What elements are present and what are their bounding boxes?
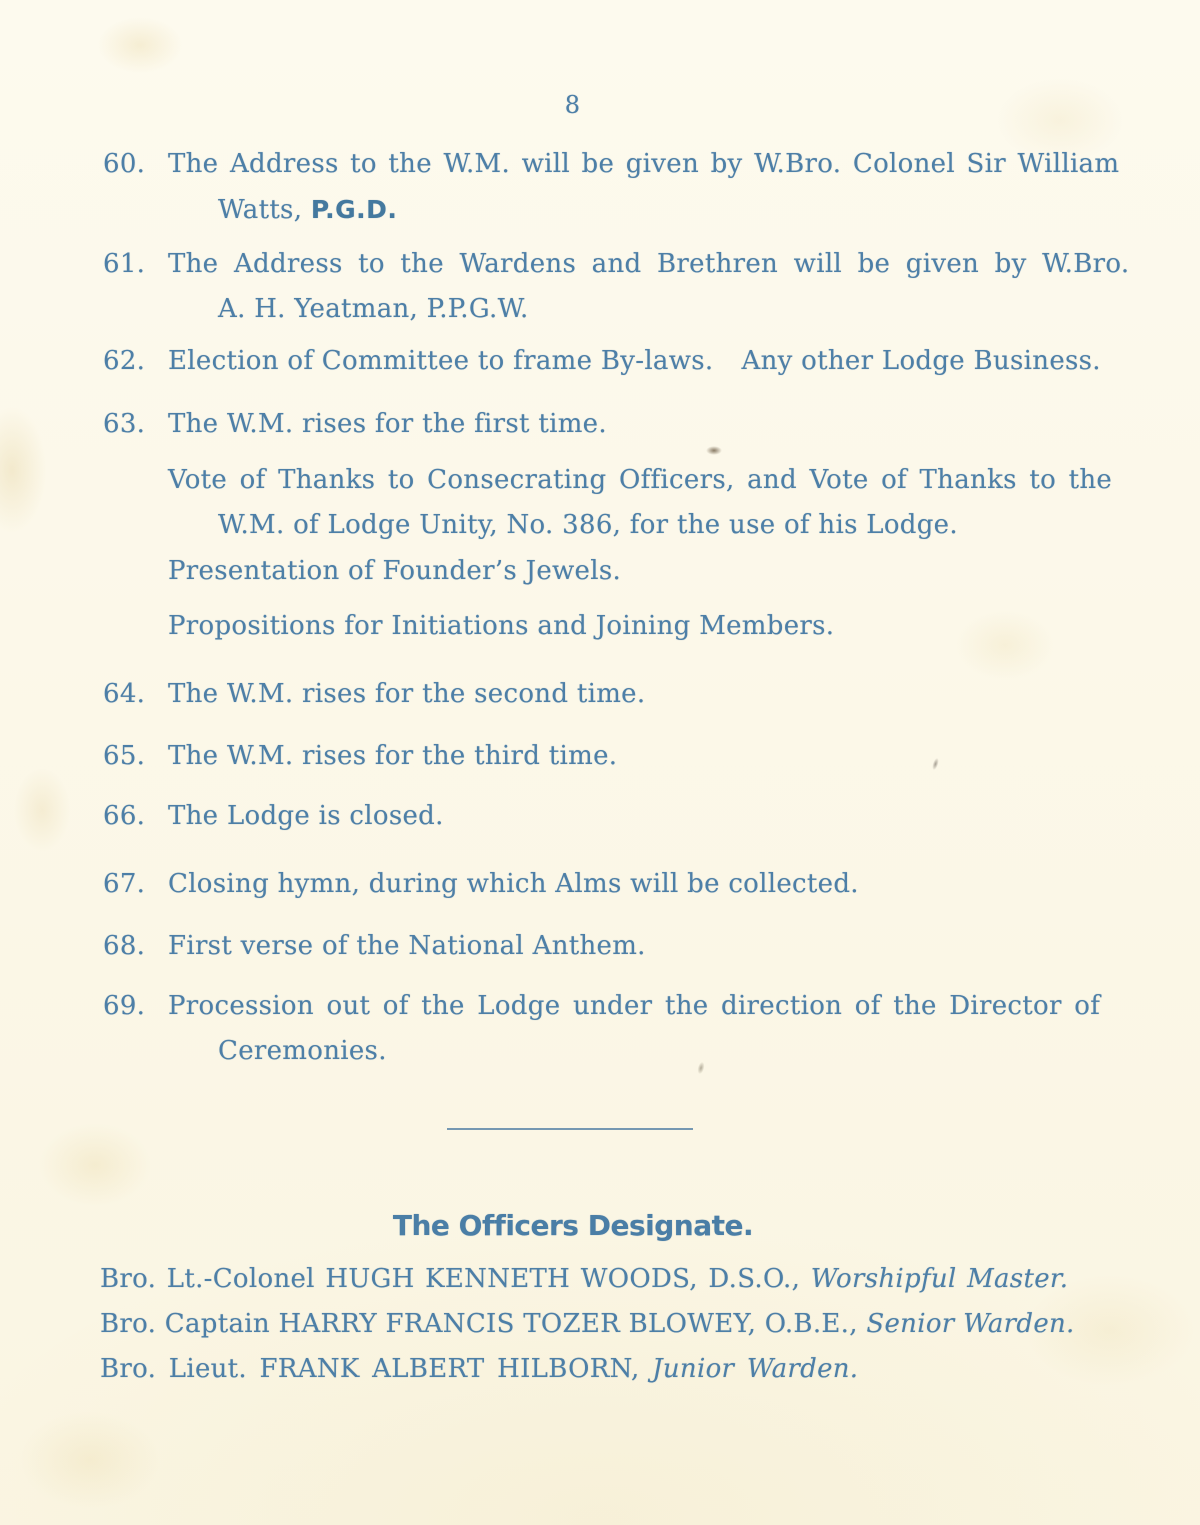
item-line xyxy=(103,142,1120,187)
paper-smudge xyxy=(706,446,722,455)
item-line xyxy=(168,604,1093,649)
item-line-continuation xyxy=(218,287,1093,332)
officer-name: Bro. Lt.-Colonel HUGH KENNETH WOODS, D.S.O., xyxy=(100,1264,811,1294)
agenda-item-65 xyxy=(103,734,1093,779)
agenda-item-66 xyxy=(103,794,1093,839)
agenda-item-68 xyxy=(103,924,1093,969)
item-number: 60. xyxy=(103,149,146,179)
item-line xyxy=(168,549,1093,594)
agenda-item-60 xyxy=(103,142,1120,232)
item-text: Election of Committee to frame By-laws. xyxy=(168,346,714,376)
item-line xyxy=(103,339,1101,384)
officer-line-senior-warden xyxy=(100,1304,1075,1344)
officer-title: Senior Warden. xyxy=(866,1309,1075,1339)
item-text: The Lodge is closed. xyxy=(168,801,444,831)
item-line xyxy=(103,794,1093,839)
item-text: Watts, xyxy=(218,195,311,225)
officer-name: Bro. Captain HARRY FRANCIS TOZER BLOWEY, O.B.E., xyxy=(100,1309,867,1339)
item-text: The W.M. rises for the first time. xyxy=(168,409,607,439)
item-line-continuation xyxy=(218,187,1093,232)
item-number: 65. xyxy=(103,741,146,771)
item-text: The W.M. rises for the second time. xyxy=(168,679,646,709)
item-text: First verse of the National Anthem. xyxy=(168,931,646,961)
item-number: 63. xyxy=(103,409,146,439)
item-number: 68. xyxy=(103,931,146,961)
item-text: Presentation of Founder’s Jewels. xyxy=(168,556,622,586)
agenda-item-64 xyxy=(103,672,1093,717)
item-line-continuation xyxy=(218,1029,1093,1074)
agenda-subitem-propositions xyxy=(103,604,1093,649)
item-text: Closing hymn, during which Alms will be collected. xyxy=(168,869,859,899)
agenda-item-69 xyxy=(103,984,1101,1074)
item-text: The W.M. rises for the third time. xyxy=(168,741,618,771)
officer-name: Bro. Lieut. FRANK ALBERT HILBORN, xyxy=(100,1354,653,1384)
agenda-item-63 xyxy=(103,402,1093,447)
agenda-subitem-vote-of-thanks xyxy=(103,458,1113,548)
item-text: Ceremonies. xyxy=(218,1036,387,1066)
item-text: Procession out of the Lodge under the direction of the Director of xyxy=(168,991,1101,1021)
item-number: 64. xyxy=(103,679,146,709)
officer-title: Junior Warden. xyxy=(652,1354,859,1384)
item-line xyxy=(103,402,1093,447)
item-line xyxy=(103,672,1093,717)
item-text: A. H. Yeatman, P.P.G.W. xyxy=(218,294,529,324)
item-line xyxy=(103,984,1101,1029)
item-text: The Address to the Wardens and Brethren will be given by W.Bro. xyxy=(168,249,1130,279)
item-text-bold: P.G.D. xyxy=(310,195,398,224)
officer-line-worshipful-master xyxy=(100,1259,1069,1299)
item-number: 66. xyxy=(103,801,146,831)
agenda-subitem-presentation xyxy=(103,549,1093,594)
item-line-continuation xyxy=(218,503,1093,548)
item-line xyxy=(103,734,1093,779)
item-text: W.M. of Lodge Unity, No. 386, for the use of his Lodge. xyxy=(218,510,958,540)
item-text: Any other Lodge Business. xyxy=(741,346,1101,376)
item-number: 62. xyxy=(103,346,146,376)
section-divider-rule xyxy=(447,1128,693,1130)
page-number: 8 xyxy=(564,91,581,119)
item-number: 67. xyxy=(103,869,146,899)
item-line xyxy=(103,242,1130,287)
item-text: Vote of Thanks to Consecrating Officers, and Vote of Thanks to the xyxy=(168,465,1113,495)
agenda-item-67 xyxy=(103,862,1093,907)
item-number: 69. xyxy=(103,991,146,1021)
agenda-item-61 xyxy=(103,242,1130,332)
item-text: Propositions for Initiations and Joining Members. xyxy=(168,611,835,641)
officer-line-junior-warden xyxy=(100,1349,1048,1389)
item-line xyxy=(103,862,1093,907)
agenda-item-62 xyxy=(103,339,1101,384)
item-line xyxy=(103,924,1093,969)
officers-designate-heading: The Officers Designate. xyxy=(392,1209,754,1242)
item-line xyxy=(168,458,1113,503)
item-text: The Address to the W.M. will be given by W.Bro. Colonel Sir William xyxy=(168,149,1120,179)
item-number: 61. xyxy=(103,249,146,279)
officer-title: Worshipful Master. xyxy=(810,1264,1069,1294)
